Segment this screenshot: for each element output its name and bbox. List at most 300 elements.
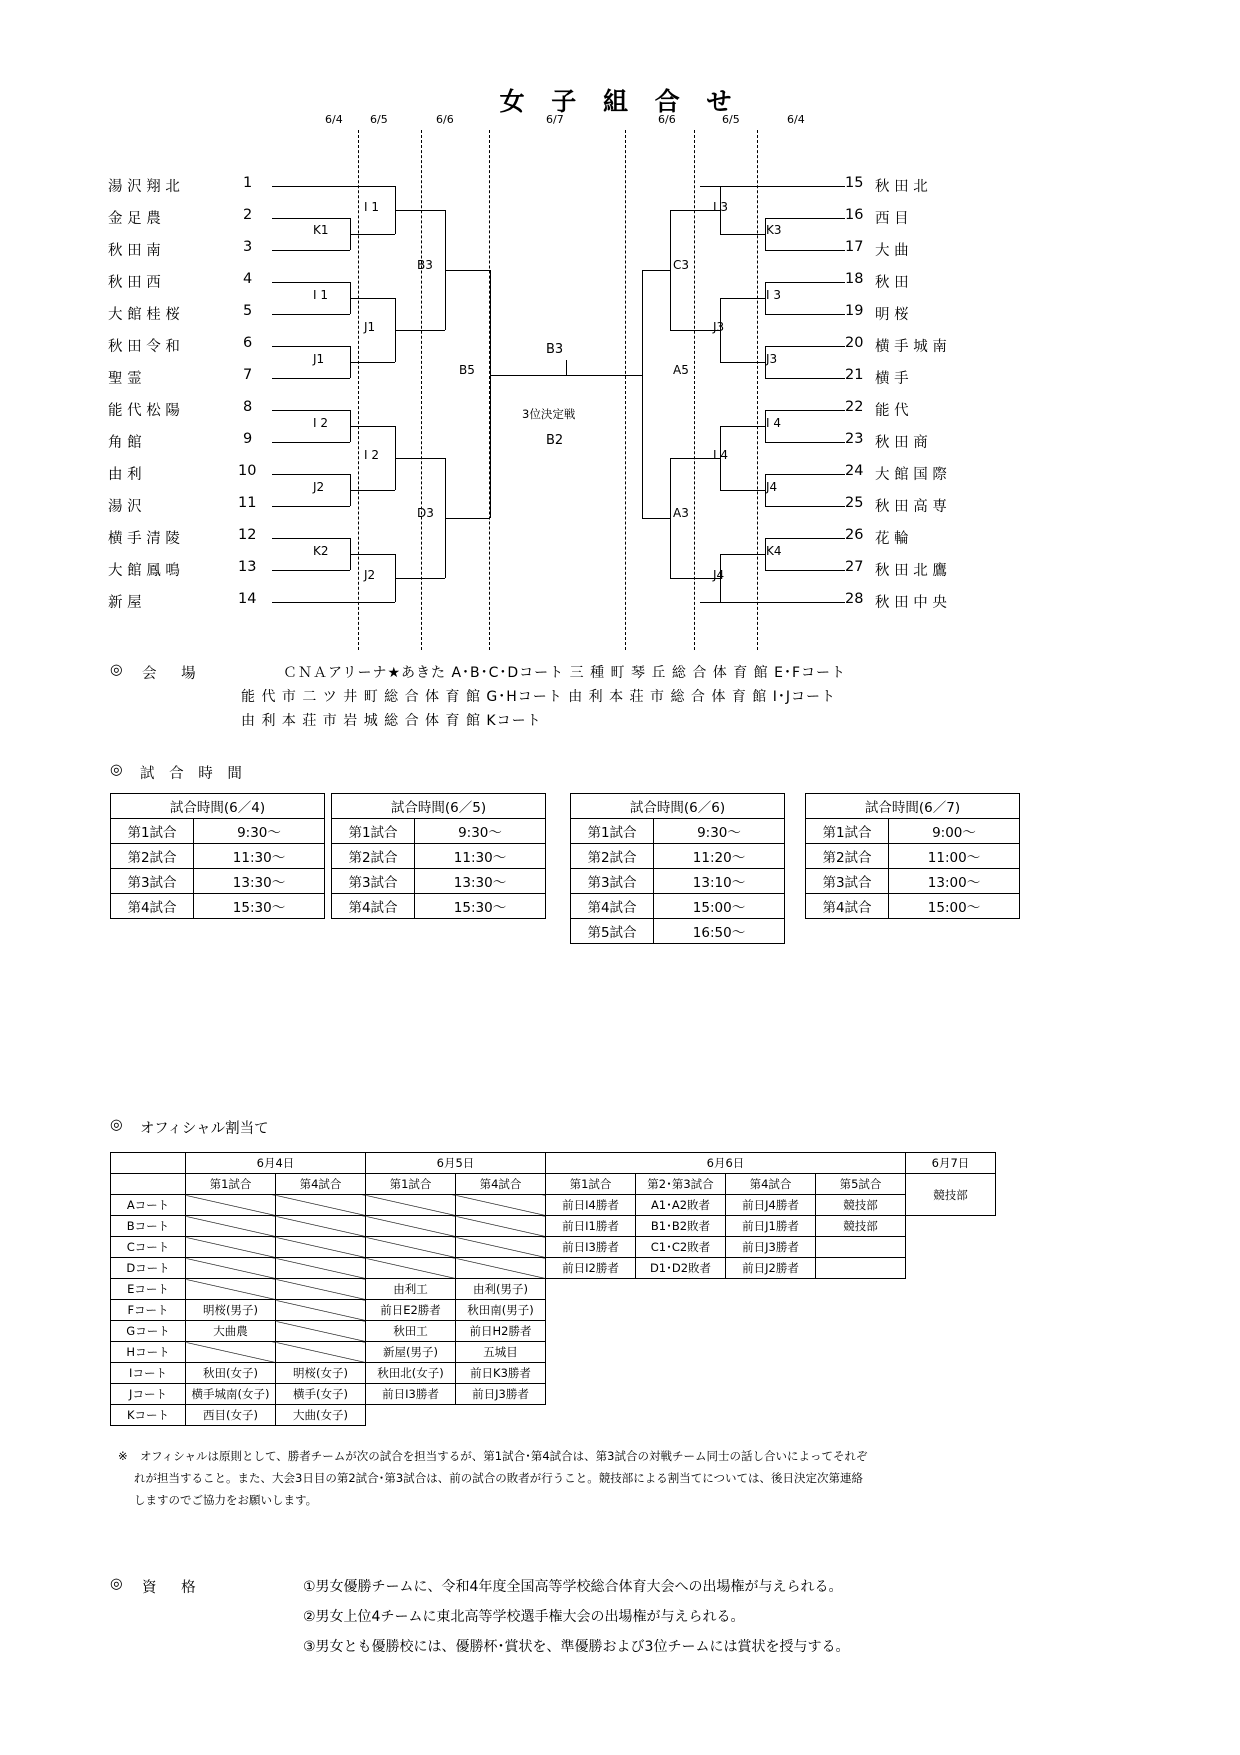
table-cell xyxy=(276,1300,366,1321)
spacer-cell xyxy=(546,1363,636,1384)
table-cell: 第4試合 xyxy=(332,894,415,919)
team-seed: 12 xyxy=(238,527,257,543)
table-row xyxy=(111,1363,996,1384)
day-header: 6月7日 xyxy=(906,1153,996,1174)
table-row xyxy=(111,1384,996,1405)
team-label: 角 館 xyxy=(108,435,142,451)
team-seed: 2 xyxy=(243,207,253,223)
date-divider xyxy=(625,130,626,650)
spacer-cell xyxy=(816,1405,906,1426)
row-header: Gコート xyxy=(111,1321,186,1342)
bracket-line xyxy=(765,314,845,315)
third-place-label: 3位決定戦 xyxy=(522,407,576,421)
table-cell xyxy=(276,1342,366,1363)
spacer-cell xyxy=(906,1300,996,1321)
team-seed: 19 xyxy=(845,303,864,319)
table-cell: 11:00～ xyxy=(889,844,1020,869)
table-row xyxy=(111,1300,996,1321)
table-cell: 秋田北(女子) xyxy=(366,1363,456,1384)
team-label: 秋 田 高 専 xyxy=(875,499,947,515)
official-heading-label: オフィシャル割当て xyxy=(140,1121,269,1137)
table-cell: 横手(女子) xyxy=(276,1384,366,1405)
match-code: J2 xyxy=(364,568,376,582)
table-cell: 9:30～ xyxy=(415,819,546,844)
team-label: 秋 田 中 央 xyxy=(875,595,947,611)
bracket-line xyxy=(272,602,395,603)
team-label: 横 手 清 陵 xyxy=(108,531,180,547)
bracket-line xyxy=(670,210,671,330)
team-seed: 5 xyxy=(243,303,253,319)
bracket-line xyxy=(720,490,765,491)
team-seed: 26 xyxy=(845,527,864,543)
table-cell xyxy=(186,1384,276,1405)
bracket-line xyxy=(350,490,395,491)
sub-header: 第1試合 xyxy=(186,1174,276,1195)
table-cell: 9:00～ xyxy=(889,819,1020,844)
table-row xyxy=(111,1321,996,1342)
table-row xyxy=(111,1279,996,1300)
venue-heading-mark: ◎ xyxy=(110,662,123,678)
bracket-line xyxy=(272,442,350,443)
table-cell: 第1試合 xyxy=(806,819,889,844)
venue-line: ＣＮＡアリーナ★あきた A･B･C･Dコート 三 種 町 琴 丘 総 合 体 育 館 E･Fコート xyxy=(283,665,847,681)
table-cell: 13:30～ xyxy=(415,869,546,894)
bracket-date-header: 6/6 xyxy=(658,113,676,126)
team-label: 金 足 農 xyxy=(108,211,161,227)
table-cell xyxy=(366,1195,456,1216)
team-label: 由 利 xyxy=(108,467,142,483)
team-label: 大 館 鳳 鳴 xyxy=(108,563,180,579)
bracket-line xyxy=(720,554,765,555)
spacer-cell xyxy=(636,1363,726,1384)
table-cell xyxy=(816,1258,906,1279)
bracket-line xyxy=(272,218,350,219)
venue-line: 由 利 本 荘 市 岩 城 総 合 体 育 館 Kコート xyxy=(241,713,542,729)
table-cell xyxy=(276,1321,366,1342)
bracket-line xyxy=(272,506,350,507)
bracket-line xyxy=(765,218,845,219)
table-cell: 由利工 xyxy=(366,1279,456,1300)
table-cell: 15:30～ xyxy=(194,894,325,919)
spacer-cell xyxy=(726,1321,816,1342)
spacer-cell xyxy=(636,1321,726,1342)
table-cell xyxy=(366,1237,456,1258)
qualification-heading-mark: ◎ xyxy=(110,1576,123,1592)
team-seed: 3 xyxy=(243,239,253,255)
match-code: J4 xyxy=(713,568,725,582)
spacer-cell xyxy=(546,1342,636,1363)
row-header: Jコート xyxy=(111,1384,186,1405)
table-cell xyxy=(456,1237,546,1258)
match-code: J4 xyxy=(766,480,778,494)
match-code: I 4 xyxy=(766,416,781,430)
table-cell xyxy=(366,1216,456,1237)
team-label: 秋 田 南 xyxy=(108,243,161,259)
team-seed: 11 xyxy=(238,495,257,511)
table-cell: 前日I3勝者 xyxy=(546,1237,636,1258)
table-cell: 16:50～ xyxy=(654,919,785,944)
match-code: I 1 xyxy=(364,200,379,214)
table-cell: 第3試合 xyxy=(111,869,194,894)
table-cell: 前日J3勝者 xyxy=(726,1237,816,1258)
bracket-line xyxy=(272,314,350,315)
spacer-cell xyxy=(456,1405,546,1426)
table-cell xyxy=(456,1216,546,1237)
bracket-line xyxy=(350,298,395,299)
bracket-date-header: 6/4 xyxy=(787,113,805,126)
table-cell: 第3試合 xyxy=(332,869,415,894)
table-cell: 秋田(女子) xyxy=(186,1363,276,1384)
table-cell: 五城目 xyxy=(456,1342,546,1363)
venue-heading-label: 会 場 xyxy=(142,666,206,682)
bracket-line xyxy=(272,250,350,251)
bracket-line xyxy=(765,346,845,347)
spacer-cell xyxy=(636,1300,726,1321)
table-cell: 第2試合 xyxy=(806,844,889,869)
table-cell: 15:30～ xyxy=(415,894,546,919)
table-cell: 明桜(男子) xyxy=(186,1300,276,1321)
bracket-line xyxy=(445,518,490,519)
row-header: Hコート xyxy=(111,1342,186,1363)
bracket-date-header: 6/6 xyxy=(436,113,454,126)
match-code: B3 xyxy=(417,258,433,272)
sub-header: 第1試合 xyxy=(366,1174,456,1195)
team-label: 花 輪 xyxy=(875,531,909,547)
spacer-cell xyxy=(726,1384,816,1405)
spacer-cell xyxy=(906,1342,996,1363)
match-time-heading-mark: ◎ xyxy=(110,762,123,778)
match-code: J1 xyxy=(364,320,376,334)
sub-header: 第2･第3試合 xyxy=(636,1174,726,1195)
qualification-heading-label: 資 格 xyxy=(142,1580,206,1596)
row-header: Eコート xyxy=(111,1279,186,1300)
spacer-cell xyxy=(906,1237,996,1258)
match-code: J3 xyxy=(766,352,778,366)
table-header: 試合時間(6／7) xyxy=(806,794,1020,819)
venue-line: 能 代 市 二 ツ 井 町 総 合 体 育 館 G･Hコート 由 利 本 荘 市 総 合 体 育 館 I･Jコート xyxy=(241,689,836,705)
day-header: 6月6日 xyxy=(546,1153,906,1174)
bracket-line xyxy=(490,270,491,518)
bracket-date-header: 6/7 xyxy=(546,113,564,126)
table-cell xyxy=(276,1216,366,1237)
table-cell: 秋田南(男子) xyxy=(456,1300,546,1321)
row-header: Bコート xyxy=(111,1216,186,1237)
team-label: 秋 田 西 xyxy=(108,275,161,291)
table-cell: 競技部 xyxy=(816,1195,906,1216)
spacer-cell xyxy=(546,1279,636,1300)
bracket-line xyxy=(272,474,350,475)
table-cell: 前日K3勝者 xyxy=(456,1363,546,1384)
row-header: Kコート xyxy=(111,1405,186,1426)
spacer-cell xyxy=(906,1258,996,1279)
table-cell: 由利(男子) xyxy=(456,1279,546,1300)
bracket-line xyxy=(642,518,670,519)
team-label: 秋 田 xyxy=(875,275,909,291)
spacer-cell xyxy=(816,1279,906,1300)
date-divider xyxy=(421,130,422,650)
bracket-line xyxy=(350,554,395,555)
third-place-code: B2 xyxy=(546,433,564,448)
table-row xyxy=(111,1405,996,1426)
spacer-cell xyxy=(726,1300,816,1321)
team-label: 秋 田 北 xyxy=(875,179,928,195)
bracket-line xyxy=(272,186,395,187)
row-header: Fコート xyxy=(111,1300,186,1321)
table-cell: B1･B2敗者 xyxy=(636,1216,726,1237)
table-cell: 新屋(男子) xyxy=(366,1342,456,1363)
bracket-date-header: 6/5 xyxy=(370,113,388,126)
row-header: Dコート xyxy=(111,1258,186,1279)
note-line: れが担当すること。また、大会3日目の第2試合･第3試合は、前の試合の敗者が行うこと。競技部による割当てについては、後日決定次第連絡 xyxy=(134,1471,863,1485)
bracket-line xyxy=(642,270,643,518)
match-code: K1 xyxy=(313,223,329,237)
bracket-line xyxy=(720,298,765,299)
bracket-date-header: 6/4 xyxy=(325,113,343,126)
table-cell: 第2試合 xyxy=(111,844,194,869)
table-cell: 11:30～ xyxy=(415,844,546,869)
team-seed: 13 xyxy=(238,559,257,575)
table-cell: 第4試合 xyxy=(571,894,654,919)
spacer-cell xyxy=(636,1279,726,1300)
team-seed: 18 xyxy=(845,271,864,287)
table-cell: 15:00～ xyxy=(889,894,1020,919)
team-seed: 17 xyxy=(845,239,864,255)
spacer-cell xyxy=(546,1384,636,1405)
team-label: 大 館 国 際 xyxy=(875,467,947,483)
day7-cell: 競技部 xyxy=(906,1174,996,1216)
note-mark: ※ xyxy=(118,1449,128,1463)
bracket-line xyxy=(272,538,350,539)
spacer-cell xyxy=(636,1342,726,1363)
team-seed: 4 xyxy=(243,271,253,287)
spacer-cell xyxy=(906,1279,996,1300)
bracket-line xyxy=(445,270,490,271)
team-label: 聖 霊 xyxy=(108,371,142,387)
table-cell xyxy=(276,1258,366,1279)
table-cell: 前日J2勝者 xyxy=(726,1258,816,1279)
team-seed: 7 xyxy=(243,367,253,383)
match-code: J3 xyxy=(713,320,725,334)
bracket-line xyxy=(765,282,845,283)
match-code: I 3 xyxy=(713,200,728,214)
spacer-cell xyxy=(816,1321,906,1342)
team-seed: 27 xyxy=(845,559,864,575)
team-seed: 16 xyxy=(845,207,864,223)
table-header: 試合時間(6／5) xyxy=(332,794,546,819)
date-divider xyxy=(757,130,758,650)
spacer-cell xyxy=(816,1300,906,1321)
team-label: 新 屋 xyxy=(108,595,142,611)
bracket-line xyxy=(700,186,845,187)
table-cell: 第1試合 xyxy=(111,819,194,844)
table-cell: 前日I3勝者 xyxy=(366,1384,456,1405)
table-cell xyxy=(186,1279,276,1300)
bracket-line xyxy=(765,506,845,507)
table-subheader-row xyxy=(111,1174,996,1195)
match-code: A5 xyxy=(673,363,689,377)
table-cell xyxy=(456,1258,546,1279)
table-cell xyxy=(276,1195,366,1216)
match-code: J2 xyxy=(313,480,325,494)
match-time-table-0607 xyxy=(805,793,1020,919)
table-cell: 大曲(女子) xyxy=(276,1405,366,1426)
bracket-line xyxy=(395,330,445,331)
table-cell: 11:20～ xyxy=(654,844,785,869)
qualification-item: ①男女優勝チームに、令和4年度全国高等学校総合体育大会への出場権が与えられる。 xyxy=(303,1579,843,1595)
match-code: B5 xyxy=(459,363,475,377)
team-seed: 28 xyxy=(845,591,864,607)
team-label: 秋 田 商 xyxy=(875,435,928,451)
spacer-cell xyxy=(816,1363,906,1384)
match-code: I 2 xyxy=(364,448,379,462)
table-cell xyxy=(186,1258,276,1279)
team-label: 秋 田 北 鷹 xyxy=(875,563,947,579)
spacer-cell xyxy=(906,1363,996,1384)
bracket-line xyxy=(395,210,445,211)
spacer-cell xyxy=(906,1216,996,1237)
bracket-line xyxy=(720,362,765,363)
spacer-cell xyxy=(906,1384,996,1405)
cell-text: 横手城南(女子) xyxy=(191,1387,270,1401)
team-label: 横 手 城 南 xyxy=(875,339,947,355)
table-cell xyxy=(276,1237,366,1258)
page-title: 女 子 組 合 せ xyxy=(499,87,741,116)
table-cell: 前日J3勝者 xyxy=(456,1384,546,1405)
spacer-cell xyxy=(636,1384,726,1405)
final-match-code: B3 xyxy=(546,342,564,357)
match-code: K4 xyxy=(766,544,782,558)
team-label: 能 代 xyxy=(875,403,909,419)
table-cell xyxy=(186,1237,276,1258)
table-cell xyxy=(186,1342,276,1363)
team-seed: 24 xyxy=(845,463,864,479)
bracket-line xyxy=(395,578,445,579)
spacer-cell xyxy=(726,1342,816,1363)
official-assignment-table xyxy=(110,1152,996,1426)
bracket-line xyxy=(272,282,350,283)
table-cell: 前日E2勝者 xyxy=(366,1300,456,1321)
team-seed: 23 xyxy=(845,431,864,447)
bracket-line xyxy=(765,570,845,571)
table-header: 試合時間(6／4) xyxy=(111,794,325,819)
team-label: 大 館 桂 桜 xyxy=(108,307,180,323)
table-cell: 第2試合 xyxy=(571,844,654,869)
row-header: Cコート xyxy=(111,1237,186,1258)
table-cell: 第4試合 xyxy=(806,894,889,919)
table-cell: 第1試合 xyxy=(332,819,415,844)
team-seed: 1 xyxy=(243,175,253,191)
table-cell xyxy=(456,1195,546,1216)
match-time-table-0604 xyxy=(110,793,325,919)
bracket-line xyxy=(272,410,350,411)
bracket-line xyxy=(765,538,845,539)
day-header: 6月4日 xyxy=(186,1153,366,1174)
bracket-line xyxy=(350,426,395,427)
spacer-cell xyxy=(726,1405,816,1426)
bracket-date-header: 6/5 xyxy=(722,113,740,126)
row-header: Aコート xyxy=(111,1195,186,1216)
match-code: K2 xyxy=(313,544,329,558)
table-cell: 前日I4勝者 xyxy=(546,1195,636,1216)
bracket-line xyxy=(566,360,567,376)
table-cell: 第3試合 xyxy=(806,869,889,894)
table-cell: 前日I1勝者 xyxy=(546,1216,636,1237)
bracket-line xyxy=(720,234,765,235)
table-cell: 9:30～ xyxy=(194,819,325,844)
table-cell: 第4試合 xyxy=(111,894,194,919)
qualification-item: ②男女上位4チームに東北高等学校選手権大会の出場権が与えられる。 xyxy=(303,1609,745,1625)
table-corner-cell xyxy=(111,1153,186,1174)
sub-header: 第1試合 xyxy=(546,1174,636,1195)
spacer-cell xyxy=(816,1384,906,1405)
table-cell: 前日I2勝者 xyxy=(546,1258,636,1279)
team-seed: 21 xyxy=(845,367,864,383)
match-code: I 4 xyxy=(713,448,728,462)
team-seed: 8 xyxy=(243,399,253,415)
team-label: 横 手 xyxy=(875,371,909,387)
match-time-table-0606 xyxy=(570,793,785,944)
table-cell: 第3試合 xyxy=(571,869,654,894)
table-cell: 前日H2勝者 xyxy=(456,1321,546,1342)
match-code: K3 xyxy=(766,223,782,237)
team-seed: 14 xyxy=(238,591,257,607)
team-seed: 9 xyxy=(243,431,253,447)
official-heading-mark: ◎ xyxy=(110,1117,123,1133)
team-label: 湯 沢 xyxy=(108,499,142,515)
bracket-line xyxy=(272,346,350,347)
table-header-row xyxy=(111,1153,996,1174)
sub-header: 第4試合 xyxy=(276,1174,366,1195)
match-code: I 3 xyxy=(766,288,781,302)
team-seed: 10 xyxy=(238,463,257,479)
table-cell: 西目(女子) xyxy=(186,1405,276,1426)
table-cell: 11:30～ xyxy=(194,844,325,869)
table-cell: 大曲農 xyxy=(186,1321,276,1342)
table-cell: 13:10～ xyxy=(654,869,785,894)
bracket-line xyxy=(720,426,765,427)
table-cell: 第5試合 xyxy=(571,919,654,944)
bracket-line xyxy=(670,458,671,578)
bracket-line xyxy=(395,458,445,459)
tournament-bracket xyxy=(0,110,1240,650)
table-row xyxy=(111,1195,996,1216)
bracket-line xyxy=(765,474,845,475)
table-cell xyxy=(186,1216,276,1237)
spacer-cell xyxy=(726,1363,816,1384)
team-label: 明 桜 xyxy=(875,307,909,323)
bracket-line xyxy=(765,378,845,379)
table-cell: 第2試合 xyxy=(332,844,415,869)
bracket-line xyxy=(765,410,845,411)
table-cell: 第1試合 xyxy=(571,819,654,844)
team-label: 大 曲 xyxy=(875,243,909,259)
table-row xyxy=(111,1216,996,1237)
note-line: オフィシャルは原則として、勝者チームが次の試合を担当するが、第1試合･第4試合は、第3試合の対戦チーム同士の話し合いによってそれぞ xyxy=(140,1449,868,1463)
bracket-line xyxy=(272,570,350,571)
bracket-line xyxy=(272,378,350,379)
match-code: J1 xyxy=(313,352,325,366)
table-corner-cell xyxy=(111,1174,186,1195)
sub-header: 第4試合 xyxy=(456,1174,546,1195)
spacer-cell xyxy=(816,1342,906,1363)
spacer-cell xyxy=(906,1321,996,1342)
match-code: A3 xyxy=(673,506,689,520)
row-header: Iコート xyxy=(111,1363,186,1384)
spacer-cell xyxy=(546,1405,636,1426)
table-cell xyxy=(816,1237,906,1258)
match-code: C3 xyxy=(673,258,690,272)
table-cell: 秋田工 xyxy=(366,1321,456,1342)
